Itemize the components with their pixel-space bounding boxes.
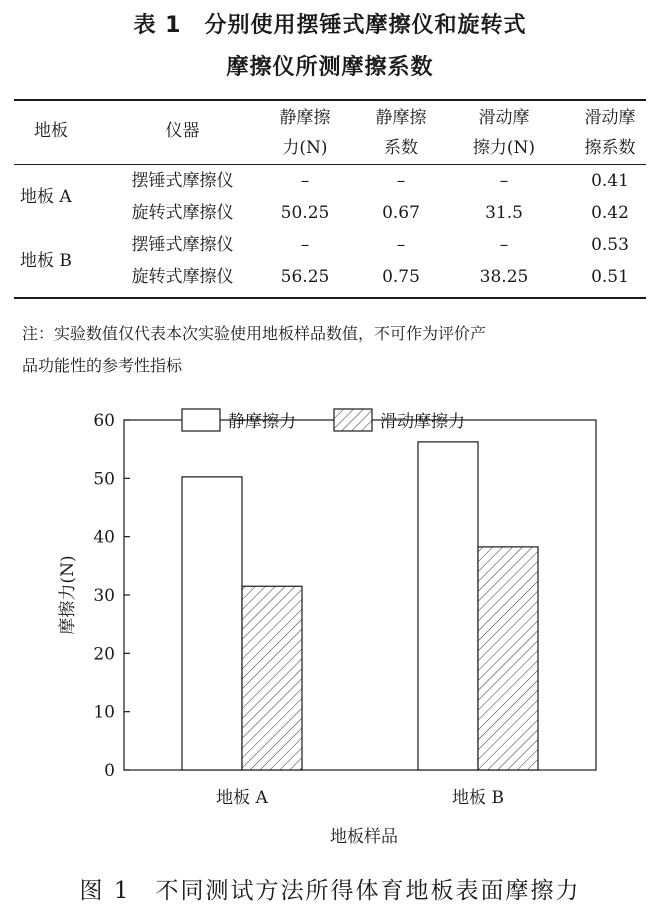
friction-bar-chart bbox=[0, 396, 660, 866]
y-tick-label: 30 bbox=[93, 586, 115, 606]
cell-static-coef: 0.75 bbox=[382, 267, 420, 287]
cell-static-force: 56.25 bbox=[280, 267, 330, 287]
note-line-1: 注：实验数值仅代表本次实验使用地板样品数值，不可作为评价产 bbox=[22, 324, 487, 343]
header-static-coef-l2: 系数 bbox=[384, 138, 418, 158]
y-tick-label: 10 bbox=[93, 702, 115, 723]
cell-static-force: – bbox=[300, 171, 310, 191]
header-floor: 地板 bbox=[34, 121, 68, 141]
bar bbox=[418, 442, 478, 770]
bar bbox=[478, 547, 538, 770]
header-sliding-coef-l1: 滑动摩 bbox=[584, 108, 636, 128]
legend-swatch bbox=[182, 409, 220, 431]
cell-sliding-coef: 0.51 bbox=[591, 267, 629, 287]
header-static-force-l2: 力(N) bbox=[282, 138, 328, 158]
figure-caption: 图 1 不同测试方法所得体育地板表面摩擦力 bbox=[79, 878, 581, 904]
note-line-2: 品功能性的参考性指标 bbox=[22, 356, 183, 375]
cell-instrument: 旋转式摩擦仪 bbox=[131, 203, 234, 223]
x-axis-label: 地板样品 bbox=[330, 827, 398, 847]
y-tick-label: 40 bbox=[93, 527, 115, 548]
header-static-coef-l1: 静摩擦 bbox=[375, 108, 427, 128]
cell-sliding-force: 38.25 bbox=[479, 267, 529, 287]
table-top-rule bbox=[14, 99, 646, 101]
legend-swatch bbox=[334, 409, 372, 431]
cell-instrument: 旋转式摩擦仪 bbox=[131, 267, 234, 287]
y-tick-label: 0 bbox=[104, 761, 115, 781]
x-category-label: 地板 B bbox=[452, 788, 504, 808]
header-static-force-l1: 静摩擦 bbox=[279, 108, 331, 128]
cell-sliding-force: – bbox=[499, 171, 509, 191]
bar bbox=[182, 477, 242, 770]
cell-static-coef: – bbox=[396, 235, 406, 255]
cell-static-coef: 0.67 bbox=[382, 203, 420, 223]
table-header-rule bbox=[14, 164, 646, 165]
header-instrument: 仪器 bbox=[165, 121, 200, 141]
cell-instrument: 摆锤式摩擦仪 bbox=[131, 235, 234, 255]
cell-static-coef: – bbox=[396, 171, 406, 191]
y-tick-label: 60 bbox=[93, 411, 115, 431]
floor-label: 地板 A bbox=[20, 187, 72, 207]
legend-label: 滑动摩擦力 bbox=[380, 412, 465, 432]
cell-sliding-coef: 0.53 bbox=[591, 235, 629, 255]
cell-sliding-coef: 0.41 bbox=[591, 171, 629, 191]
cell-sliding-force: 31.5 bbox=[485, 203, 523, 223]
table-title-line-1: 表 1 分别使用摆锤式摩擦仪和旋转式 bbox=[133, 13, 527, 38]
y-tick-label: 50 bbox=[93, 469, 115, 490]
cell-instrument: 摆锤式摩擦仪 bbox=[131, 171, 234, 191]
header-sliding-coef-l2: 擦系数 bbox=[584, 138, 636, 158]
y-axis-label: 摩擦力(N) bbox=[58, 555, 78, 635]
cell-sliding-coef: 0.42 bbox=[591, 203, 629, 223]
header-sliding-force-l1: 滑动摩 bbox=[478, 108, 530, 128]
table-bottom-rule bbox=[14, 297, 646, 299]
cell-static-force: 50.25 bbox=[280, 203, 330, 223]
y-tick-label: 20 bbox=[93, 644, 115, 665]
table-note bbox=[22, 318, 642, 382]
bar bbox=[242, 586, 302, 770]
cell-sliding-force: – bbox=[499, 235, 509, 255]
table-title-line-2: 摩擦仪所测摩擦系数 bbox=[226, 55, 434, 80]
floor-label: 地板 B bbox=[20, 251, 72, 271]
x-category-label: 地板 A bbox=[216, 788, 268, 808]
legend-label: 静摩擦力 bbox=[228, 412, 296, 432]
cell-static-force: – bbox=[300, 235, 310, 255]
header-sliding-force-l2: 擦力(N) bbox=[472, 138, 536, 158]
